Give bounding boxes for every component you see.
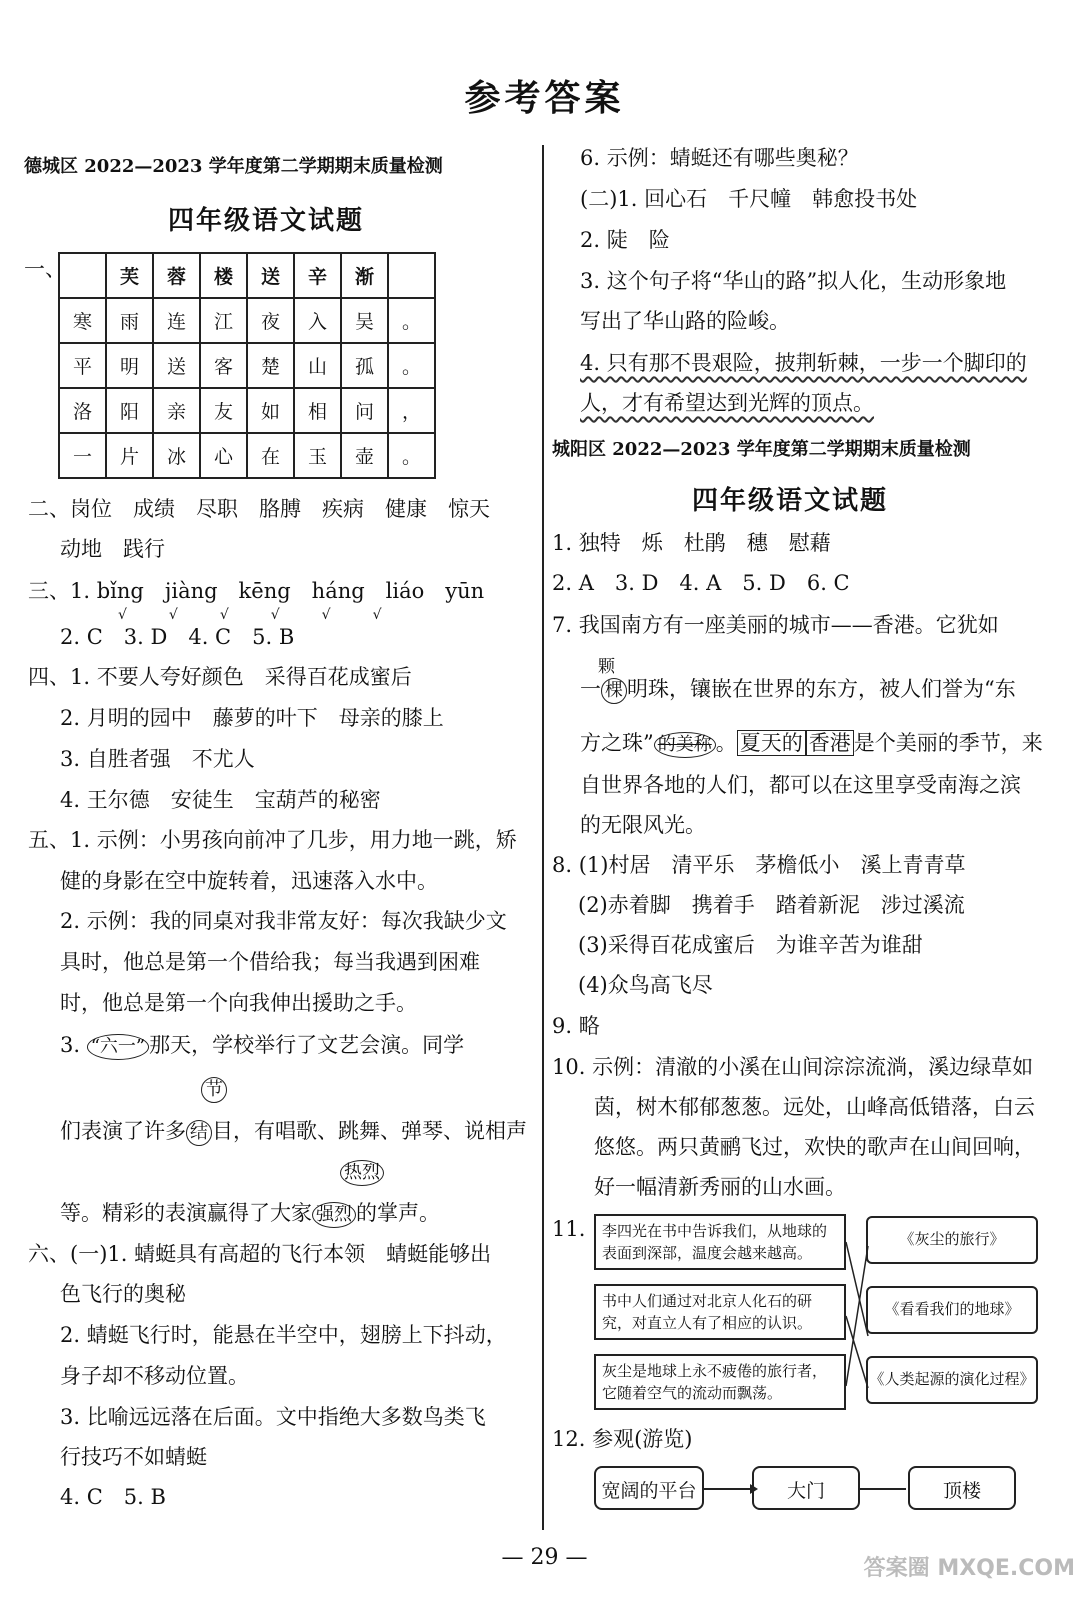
watermark-logo: 答案圈 MXQE.COM (863, 1556, 1075, 1581)
a7-correction-ke: 颗 (598, 657, 615, 677)
r-line7: 人，才有希望达到光辉的顶点。 (580, 391, 874, 415)
poem-grid-row (59, 343, 435, 388)
q4-line1: 四、1. 不要人夸好颜色 采得百花成蜜后 (28, 665, 412, 689)
r-line1: 6. 示例：蜻蜓还有哪些奥秘？ (580, 146, 859, 170)
q6-line5: 3. 比喻远远落在后面。文中指绝大多数鸟类飞 (60, 1405, 486, 1429)
a10-line4: 好一幅清新秀丽的山水画。 (594, 1175, 846, 1199)
q5-line1: 五、1. 示例：小男孩向前冲了几步，用力地一跳，矫 (28, 828, 517, 852)
a7-line1: 7. 我国南方有一座美丽的城市——香港。它犹如 (552, 613, 999, 637)
poem-grid-row (59, 253, 435, 298)
poem-grid-cell: 山 (294, 343, 341, 388)
a12-flow-top-floor: 顶楼 (908, 1466, 1016, 1510)
poem-grid-cell: 芙 (106, 253, 153, 298)
a7-line5: 的无限风光。 (580, 813, 706, 837)
poem-grid-cell: 。 (388, 433, 435, 478)
q4-line2: 2. 月明的园中 藤萝的叶下 母亲的膝上 (60, 706, 444, 730)
poem-grid-cell (59, 253, 106, 298)
q5-3-line3: 等。精彩的表演赢得了大家 强烈 的掌声。 (60, 1198, 440, 1228)
q5-line2: 健的身影在空中旋转着，迅速落入水中。 (60, 869, 438, 893)
a7-line2: 一 棵 明珠，镶嵌在世界的东方，被人们誉为“东 (580, 674, 1016, 704)
a11-box-3: 灰尘是地球上永不疲倦的旅行者，它随着空气的流动而飘荡。 (594, 1354, 846, 1410)
wrong-char-jie: 结 (186, 1120, 212, 1146)
poem-grid-cell: 楚 (247, 343, 294, 388)
deleted-words: 的美称 (654, 732, 716, 758)
poem-grid-cell: 。 (388, 343, 435, 388)
r-line2: (二)1. 回心石 千尺幢 韩愈投书处 (580, 187, 918, 211)
q6-line4: 身子却不移动位置。 (60, 1364, 249, 1388)
q6-line7: 4. C 5. B (60, 1485, 166, 1509)
a10-line2: 茵，树木郁郁葱葱。远处，山峰高低错落，白云 (594, 1095, 1035, 1119)
poem-grid-cell: 渐 (341, 253, 388, 298)
correction-jie: 节 (201, 1077, 227, 1103)
a9: 9. 略 (552, 1014, 600, 1038)
wrong-word-qianglie: 强烈 (312, 1202, 356, 1228)
poem-grid-cell: 一 (59, 433, 106, 478)
a11-book-1: 《灰尘的旅行》 (866, 1216, 1038, 1264)
poem-grid-cell: 入 (294, 298, 341, 343)
poem-grid-cell: 平 (59, 343, 106, 388)
poem-grid-cell: 连 (153, 298, 200, 343)
exam-header-left: 德城区 2022—2023 学年度第二学期期末质量检测 (24, 156, 443, 177)
poem-grid-cell: 玉 (294, 433, 341, 478)
q5-3-line2: 们表演了许多 结 目，有唱歌、跳舞、弹琴、说相声 (60, 1116, 527, 1146)
a11-book-2: 《看看我们的地球》 (866, 1286, 1038, 1334)
q5-3-line1: 3. “六一” 那天，学校举行了文艺会演。同学 (60, 1030, 464, 1060)
a11-label: 11. (552, 1217, 586, 1241)
r-line6: 4. 只有那不畏艰险，披荆斩棘，一步一个脚印的 (580, 351, 1027, 375)
a12-flow-gate: 大门 (752, 1466, 860, 1510)
page-title: 参考答案 (464, 77, 625, 119)
poem-grid-cell: 辛 (294, 253, 341, 298)
q2-line2: 动地 践行 (60, 537, 165, 561)
wrong-char-ke: 棵 (601, 678, 627, 704)
q6-line3: 2. 蜻蜓飞行时，能悬在半空中，翅膀上下抖动， (60, 1323, 507, 1347)
a8-line3: (3)采得百花成蜜后 为谁辛苦为谁甜 (578, 933, 923, 957)
q6-line6: 行技巧不如蜻蜓 (60, 1445, 207, 1469)
q3-line1: 三、1. bǐng jiàng kēng háng liáo yūn (28, 579, 485, 603)
a12-label: 12. 参观(游览) (552, 1427, 693, 1451)
poem-grid (58, 252, 436, 479)
poem-grid-cell: 如 (247, 388, 294, 433)
poem-grid-cell: 雨 (106, 298, 153, 343)
poem-grid-cell: 客 (200, 343, 247, 388)
a7-line3: 方之珠” 的美称 。 夏天的 香港 是个美丽的季节，来 (580, 728, 1043, 758)
q3-tick-marks: √ √ √ √ √ √ (118, 607, 382, 623)
q5-line5: 时，他总是第一个向我伸出援助之手。 (60, 991, 417, 1015)
poem-grid-cell: 壶 (341, 433, 388, 478)
poem-grid-cell: 心 (200, 433, 247, 478)
quote-correction-mark: “六一” (87, 1034, 149, 1060)
a11-box-2: 书中人们通过对北京人化石的研究，对直立人有了相应的认识。 (594, 1284, 846, 1340)
poem-grid-cell: 洛 (59, 388, 106, 433)
q4-line3: 3. 自胜者强 不尤人 (60, 747, 255, 771)
a8-line2: (2)赤着脚 携着手 踏着新泥 涉过溪流 (578, 893, 965, 917)
exam-header-right: 城阳区 2022—2023 学年度第二学期期末质量检测 (552, 439, 971, 460)
a10-line1: 10. 示例：清澈的小溪在山间淙淙流淌，溪边绿草如 (552, 1055, 1034, 1079)
poem-grid-cell: 明 (106, 343, 153, 388)
r-line3: 2. 陡 险 (580, 228, 670, 252)
a11-box-1: 李四光在书中告诉我们，从地球的表面到深部，温度会越来越高。 (594, 1214, 846, 1270)
poem-grid-row (59, 433, 435, 478)
a1: 1. 独特 烁 杜鹃 穗 慰藉 (552, 531, 831, 555)
q3-line2: 2. C 3. D 4. C 5. B (60, 625, 295, 649)
poem-grid-cell: 孤 (341, 343, 388, 388)
a12-flow-platform: 宽阔的平台 (594, 1466, 704, 1510)
a8-line4: (4)众鸟高飞尽 (578, 973, 713, 997)
q1-label: 一、 (24, 257, 66, 281)
q2-line1: 二、岗位 成绩 尽职 胳膊 疾病 健康 惊天 (28, 497, 490, 521)
poem-grid-cell: 友 (200, 388, 247, 433)
poem-grid-cell: 送 (247, 253, 294, 298)
poem-grid-cell: 夜 (247, 298, 294, 343)
poem-grid-cell: 冰 (153, 433, 200, 478)
correction-relie: 热烈 (340, 1160, 384, 1186)
q4-line4: 4. 王尔德 安徒生 宝葫芦的秘密 (60, 788, 381, 812)
a2: 2. A 3. D 4. A 5. D 6. C (552, 571, 850, 595)
poem-grid-cell: 阳 (106, 388, 153, 433)
r-line5: 写出了华山路的险峻。 (580, 309, 790, 333)
poem-grid-cell (388, 253, 435, 298)
moved-words-box: 夏天的 (737, 730, 806, 756)
poem-grid-cell: 江 (200, 298, 247, 343)
a10-line3: 悠悠。两只黄鹂飞过，欢快的歌声在山间回响， (594, 1135, 1035, 1159)
q5-line3: 2. 示例：我的同桌对我非常友好：每次我缺少文 (60, 909, 507, 933)
r-line4: 3. 这个句子将“华山的路”拟人化，生动形象地 (580, 269, 1007, 293)
poem-grid-cell: 寒 (59, 298, 106, 343)
poem-grid-row (59, 388, 435, 433)
poem-grid-cell: 相 (294, 388, 341, 433)
poem-grid-row (59, 298, 435, 343)
poem-grid-cell: 亲 (153, 388, 200, 433)
poem-grid-cell: 片 (106, 433, 153, 478)
poem-grid-cell: 吴 (341, 298, 388, 343)
subtitle-left: 四年级语文试题 (168, 206, 365, 236)
poem-grid-cell: 。 (388, 298, 435, 343)
moved-words-box-2: 香港 (806, 730, 854, 756)
poem-grid-cell: 蓉 (153, 253, 200, 298)
a8-line1: 8. (1)村居 清平乐 茅檐低小 溪上青青草 (552, 853, 966, 877)
q6-line2: 色飞行的奥秘 (60, 1282, 186, 1306)
q6-line1: 六、(一)1. 蜻蜓具有高超的飞行本领 蜻蜓能够出 (28, 1242, 492, 1266)
poem-grid-cell: 楼 (200, 253, 247, 298)
poem-grid-cell: 送 (153, 343, 200, 388)
q5-line4: 具时，他总是第一个借给我；每当我遇到困难 (60, 950, 480, 974)
poem-grid-cell: 问 (341, 388, 388, 433)
subtitle-right: 四年级语文试题 (692, 486, 889, 516)
a11-book-3: 《人类起源的演化过程》 (866, 1356, 1038, 1404)
column-divider (542, 145, 544, 1530)
poem-grid-cell: 在 (247, 433, 294, 478)
page-number: — 29 — (501, 1545, 588, 1570)
a7-line4: 自世界各地的人们，都可以在这里享受南海之滨 (580, 773, 1021, 797)
poem-grid-cell: ， (388, 388, 435, 433)
